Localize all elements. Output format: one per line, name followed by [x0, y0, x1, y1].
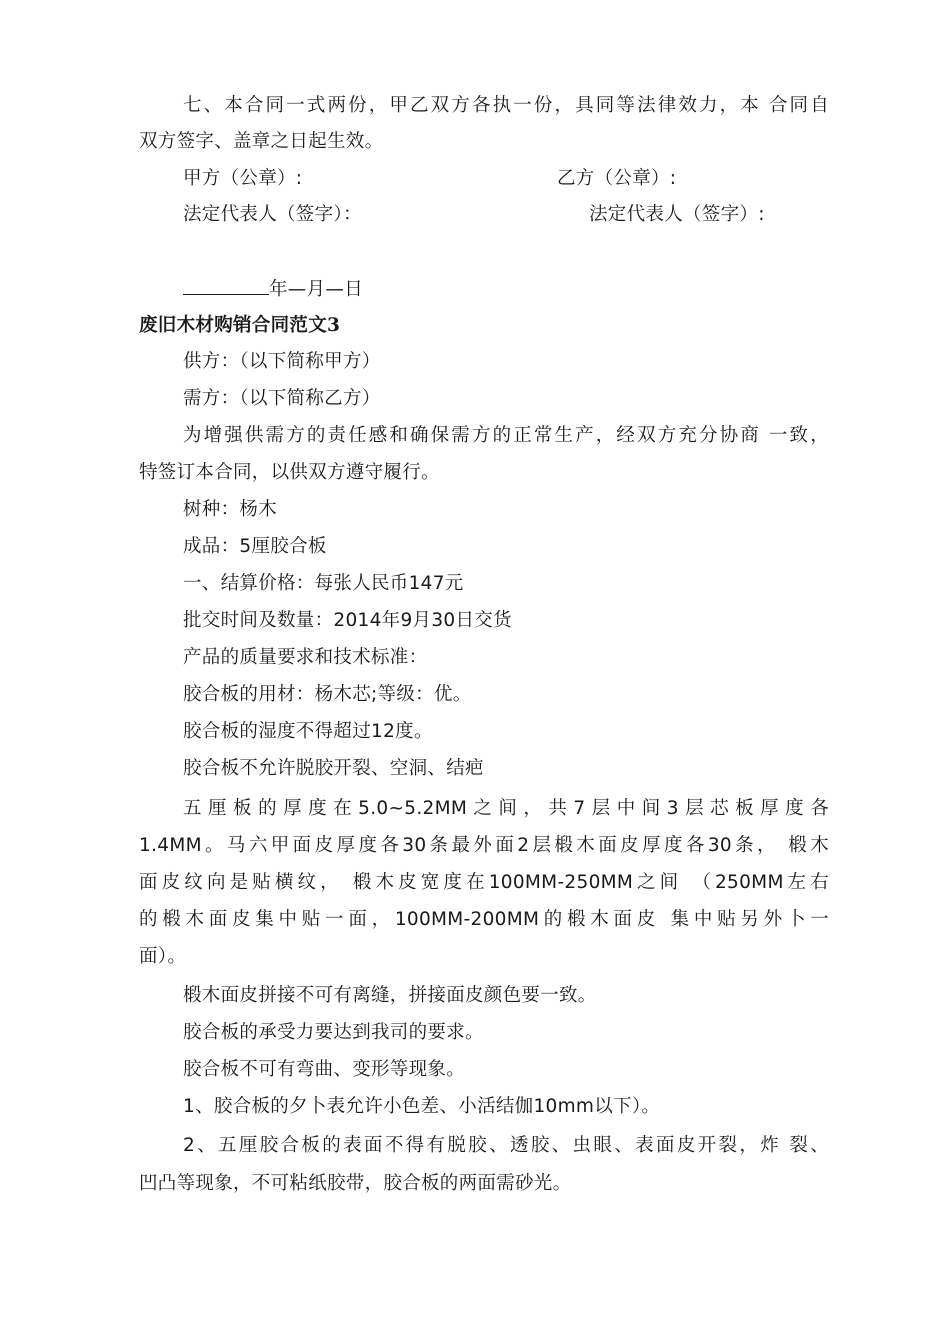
- delivery-line: 批交时间及数量：2014年9月30日交货: [183, 610, 512, 631]
- item-2-line-2: 凹凸等现象，不可粘纸胶带，胶合板的两面需砂光。: [139, 1173, 572, 1194]
- thickness-line-5: 面）。: [139, 946, 187, 967]
- strength-line: 胶合板的承受力要达到我司的要求。: [183, 1022, 484, 1043]
- item-1-line: 1、胶合板的夕卜表允许小色差、小活结伽10mm以下）。: [183, 1096, 661, 1117]
- date-suffix: 年—月—日: [269, 279, 364, 300]
- intro-line-2: 特签订本合同，以供双方遵守履行。: [139, 462, 440, 483]
- thickness-line-2: 1.4MM。马六甲面皮厚度各30条最外面2层椴木面皮厚度各30条， 椴木: [139, 835, 829, 856]
- party-b-seal-label: 乙方（公章）:: [557, 168, 677, 189]
- party-a-seal-label: 甲方（公章）:: [183, 168, 303, 189]
- supplier-line: 供方：（以下简称甲方）: [183, 351, 381, 372]
- humidity-line: 胶合板的湿度不得超过12度。: [183, 721, 433, 742]
- product-line: 成品：5厘胶合板: [183, 536, 327, 557]
- party-a-rep-label: 法定代表人（签字）：: [183, 204, 362, 225]
- party-b-rep-label: 法定代表人（签字）:: [589, 204, 765, 225]
- clause-7-line-2: 双方签字、盖章之日起生效。: [139, 131, 384, 152]
- quality-header: 产品的质量要求和技术标准：: [183, 647, 428, 668]
- price-line: 一、结算价格：每张人民币147元: [183, 573, 464, 594]
- thickness-line-4: 的椴木面皮集中贴一面，100MM-200MM的椴木面皮 集中贴另外卜一: [139, 909, 829, 930]
- no-bend-line: 胶合板不可有弯曲、变形等现象。: [183, 1059, 466, 1080]
- item-2-line-1: 2、五厘胶合板的表面不得有脱胶、透胶、虫眼、表面皮开裂，炸 裂、: [183, 1135, 829, 1156]
- signature-row-seal: [183, 167, 829, 191]
- clause-7-line-1: 七、本合同一式两份，甲乙双方各执一份，具同等法律效力，本 合同自: [183, 95, 829, 116]
- species-line: 树种：杨木: [183, 499, 278, 520]
- thickness-line-1: 五厘板的厚度在5.0~5.2MM之间，共7层中间3层芯板厚度各: [183, 798, 829, 819]
- no-defects-line: 胶合板不允许脱胶开裂、空洞、结疤: [183, 758, 484, 779]
- material-line: 胶合板的用材：杨木芯;等级：优。: [183, 684, 472, 705]
- signature-row-representative: [183, 203, 829, 227]
- buyer-line: 需方：（以下简称乙方）: [183, 388, 381, 409]
- section-title: 废旧木材购销合同范文3: [139, 315, 341, 336]
- thickness-line-3: 面皮纹向是贴横纹， 椴木皮宽度在100MM-250MM之间 （250MM左右: [139, 872, 829, 893]
- date-line: [183, 276, 829, 302]
- intro-line-1: 为增强供需方的责任感和确保需方的正常生产，经双方充分协商 一致，: [183, 425, 829, 446]
- seam-line: 椴木面皮拼接不可有离缝，拼接面皮颜色要一致。: [183, 985, 597, 1006]
- date-year-blank: [183, 276, 269, 295]
